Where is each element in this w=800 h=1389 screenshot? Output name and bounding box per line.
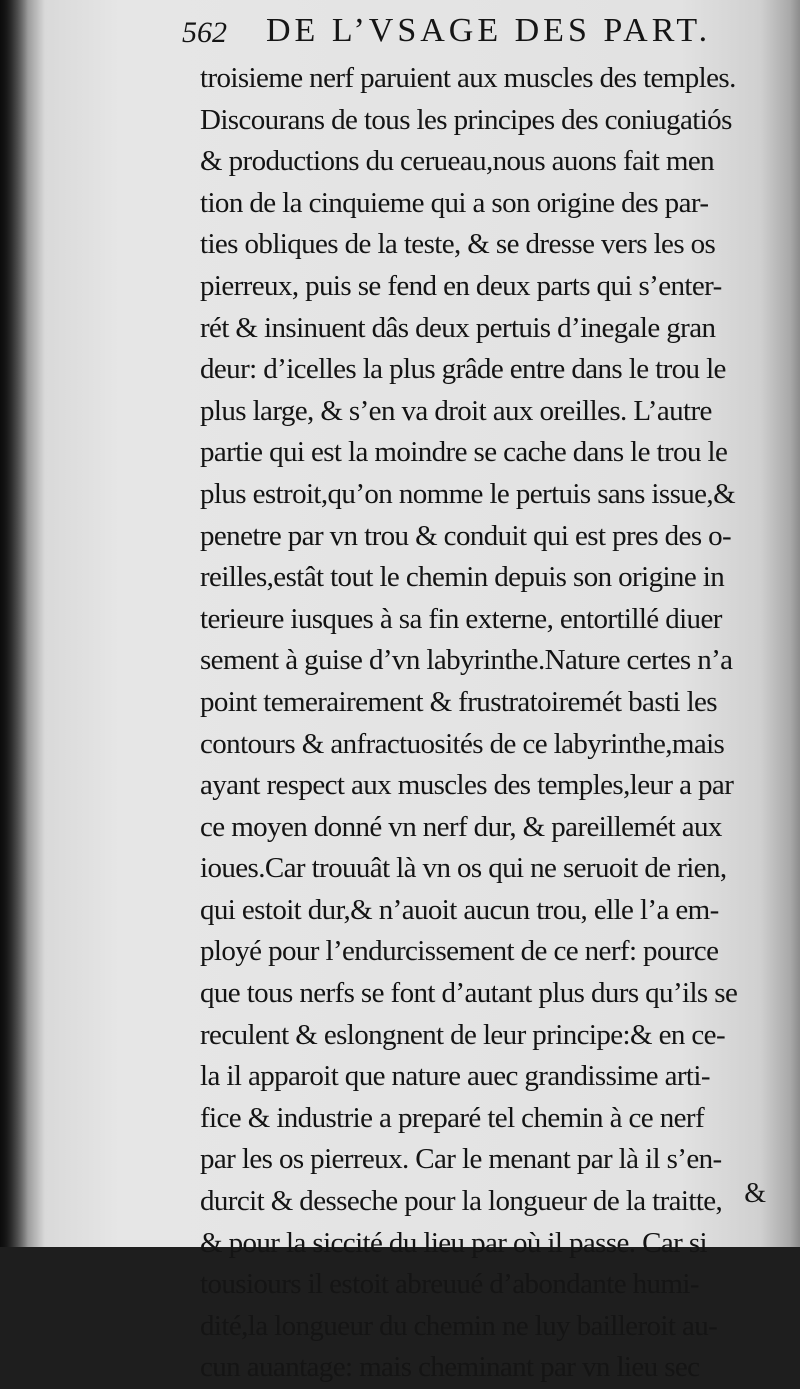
text-line: tion de la cinquieme qui a son origine des par- xyxy=(200,186,709,219)
page-header xyxy=(182,12,742,56)
text-line: par les os pierreux. Car le menant par là il s’en- xyxy=(200,1143,722,1176)
text-line: ployé pour l’endurcissement de ce nerf: pource xyxy=(200,935,719,968)
text-line: contours & anfractuosités de ce labyrinthe,mais xyxy=(200,727,725,760)
text-line: ce moyen donné vn nerf dur, & pareillemét aux xyxy=(200,810,722,843)
text-line: terieure iusques à sa fin externe, entortillé diuer xyxy=(200,602,722,635)
text-line: plus large, & s’en va droit aux oreilles. L’autre xyxy=(200,394,712,427)
text-line: reilles,estât tout le chemin depuis son origine in xyxy=(200,561,725,594)
body-text xyxy=(200,58,762,1389)
text-line: rét & insinuent dâs deux pertuis d’inegale gran xyxy=(200,311,716,344)
text-line: pierreux, puis se fend en deux parts qui s’enter- xyxy=(200,269,722,302)
text-line: point temerairement & frustratoiremét basti les xyxy=(200,685,717,718)
text-line: & pour la siccité du lieu par où il passe. Car si xyxy=(200,1226,707,1259)
text-line: Discourans de tous les principes des coniugatiós xyxy=(200,103,732,136)
catchword: & xyxy=(744,1178,766,1209)
text-line: qui estoit dur,& n’auoit aucun trou, elle l’a em- xyxy=(200,893,719,926)
text-line: partie qui est la moindre se cache dans le trou le xyxy=(200,436,728,469)
text-line: sement à guise d’vn labyrinthe.Nature certes n’a xyxy=(200,644,733,677)
text-line: tousiours il estoit abreuué d’abondante humi- xyxy=(200,1268,699,1301)
binding-shadow xyxy=(0,0,28,1247)
text-line: ioues.Car trouuât là vn os qui ne seruoit de rien, xyxy=(200,852,727,885)
text-line: la il apparoit que nature auec grandissime arti- xyxy=(200,1060,710,1093)
text-line: plus estroit,qu’on nomme le pertuis sans issue,& xyxy=(200,477,736,510)
text-line: ties obliques de la teste, & se dresse vers les os xyxy=(200,228,716,261)
text-line: durcit & desseche pour la longueur de la traitte, xyxy=(200,1185,723,1218)
text-line: & productions du cerueau,nous auons fait men xyxy=(200,145,714,178)
text-line: ayant respect aux muscles des temples,leur a par xyxy=(200,769,734,802)
text-line: fice & industrie a preparé tel chemin à ce nerf xyxy=(200,1101,704,1134)
text-line: cun auantage: mais cheminant par vn lieu sec xyxy=(200,1351,700,1384)
text-line: reculent & eslongnent de leur principe:& en ce- xyxy=(200,1018,725,1051)
text-line: penetre par vn trou & conduit qui est pres des o- xyxy=(200,519,732,552)
running-title: DE L’VSAGE DES PART. xyxy=(266,12,712,49)
page-number: 562 xyxy=(182,16,227,49)
text-line: deur: d’icelles la plus grâde entre dans le trou le xyxy=(200,353,726,386)
text-line: dité,la longueur du chemin ne luy bailleroit au- xyxy=(200,1309,718,1342)
text-line: que tous nerfs se font d’autant plus durs qu’ils se xyxy=(200,977,738,1010)
text-line: troisieme nerf paruient aux muscles des temples. xyxy=(200,62,736,94)
